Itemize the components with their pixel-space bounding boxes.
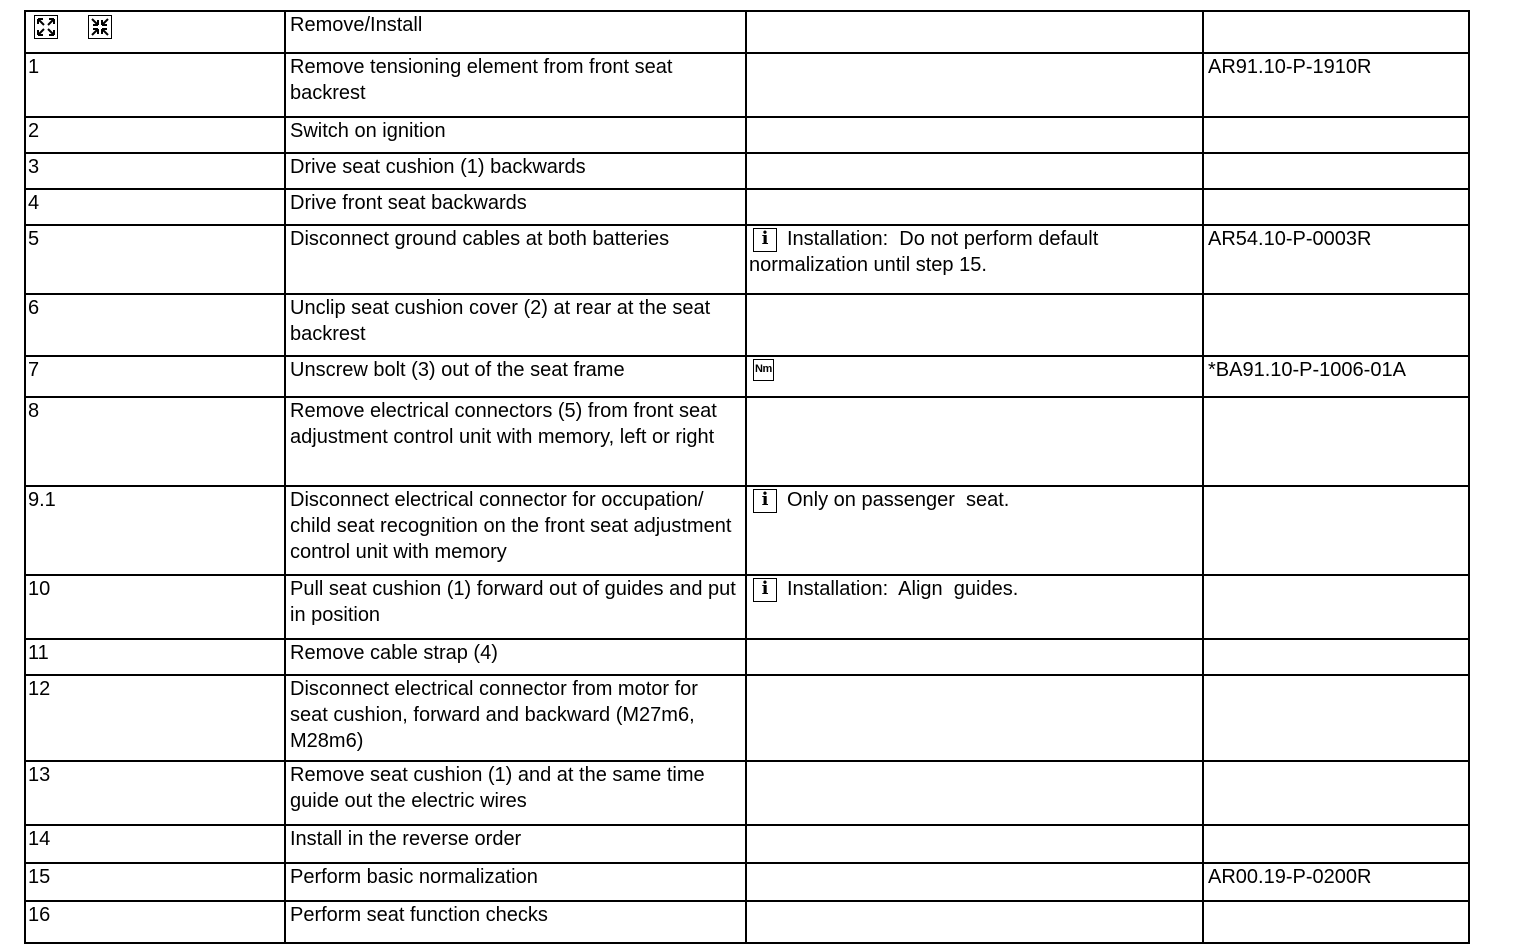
- header-row: [25, 11, 1469, 53]
- step-row: [25, 53, 1469, 117]
- step-reference-link: [1203, 761, 1469, 825]
- step-note: [746, 575, 1203, 639]
- step-note: [746, 486, 1203, 575]
- step-reference-link: [1203, 825, 1469, 863]
- step-action: Drive seat cushion (1) backwards: [285, 153, 746, 189]
- step-reference-link: [1203, 639, 1469, 675]
- step-note: [746, 153, 1203, 189]
- procedure-table: [24, 10, 1470, 944]
- step-action: Switch on ignition: [285, 117, 746, 153]
- note-text: Only on passenger seat.: [787, 489, 1010, 511]
- step-note: [746, 397, 1203, 486]
- step-row: [25, 761, 1469, 825]
- step-number: 5: [25, 225, 285, 294]
- step-reference-link: [1203, 675, 1469, 761]
- step-row: [25, 397, 1469, 486]
- step-number: 8: [25, 397, 285, 486]
- step-action: Disconnect ground cables at both batteries: [285, 225, 746, 294]
- step-note: [746, 675, 1203, 761]
- step-reference-link: [1203, 901, 1469, 943]
- step-row: [25, 294, 1469, 356]
- step-note: [746, 189, 1203, 225]
- step-action: Remove electrical connectors (5) from front seat adjustment control unit with memory, left or right: [285, 397, 746, 486]
- step-row: [25, 153, 1469, 189]
- step-reference-link: [1203, 153, 1469, 189]
- step-action: Remove cable strap (4): [285, 639, 746, 675]
- step-action: Remove seat cushion (1) and at the same time guide out the electric wires: [285, 761, 746, 825]
- step-row: [25, 356, 1469, 397]
- header-icons-cell: [25, 11, 285, 53]
- step-action: Unscrew bolt (3) out of the seat frame: [285, 356, 746, 397]
- step-number: 3: [25, 153, 285, 189]
- step-number: 11: [25, 639, 285, 675]
- step-row: [25, 225, 1469, 294]
- step-number: 6: [25, 294, 285, 356]
- step-number: 15: [25, 863, 285, 901]
- expand-all-icon[interactable]: [34, 15, 58, 39]
- step-action: Perform seat function checks: [285, 901, 746, 943]
- header-ref-cell: [1203, 11, 1469, 53]
- step-number: 16: [25, 901, 285, 943]
- note-text: Installation: Align guides.: [787, 578, 1019, 600]
- info-icon[interactable]: i: [753, 489, 777, 513]
- step-note: [746, 825, 1203, 863]
- step-row: [25, 901, 1469, 943]
- step-row: [25, 639, 1469, 675]
- step-note: [746, 761, 1203, 825]
- step-number: 14: [25, 825, 285, 863]
- step-number: 10: [25, 575, 285, 639]
- step-note: [746, 356, 1203, 397]
- step-action: Install in the reverse order: [285, 825, 746, 863]
- step-row: [25, 117, 1469, 153]
- step-note: [746, 117, 1203, 153]
- info-icon[interactable]: i: [753, 578, 777, 602]
- step-number: 1: [25, 53, 285, 117]
- step-reference-link[interactable]: AR54.10-P-0003R: [1203, 225, 1469, 294]
- step-reference-link: [1203, 294, 1469, 356]
- step-reference-link[interactable]: AR00.19-P-0200R: [1203, 863, 1469, 901]
- step-number: 13: [25, 761, 285, 825]
- step-row: [25, 575, 1469, 639]
- step-action: Remove tensioning element from front seat backrest: [285, 53, 746, 117]
- step-reference-link: [1203, 397, 1469, 486]
- step-action: Pull seat cushion (1) forward out of guides and put in position: [285, 575, 746, 639]
- step-action: Disconnect electrical connector for occupation/ child seat recognition on the front seat adjustment control unit with memory: [285, 486, 746, 575]
- collapse-all-icon[interactable]: [88, 15, 112, 39]
- step-row: [25, 189, 1469, 225]
- step-reference-link: [1203, 575, 1469, 639]
- step-action: Disconnect electrical connector from motor for seat cushion, forward and backward (M27m6, M28m6): [285, 675, 746, 761]
- step-note: [746, 863, 1203, 901]
- step-note: [746, 294, 1203, 356]
- step-action: Unclip seat cushion cover (2) at rear at the seat backrest: [285, 294, 746, 356]
- step-reference-link[interactable]: AR91.10-P-1910R: [1203, 53, 1469, 117]
- step-reference-link: [1203, 117, 1469, 153]
- step-note: [746, 53, 1203, 117]
- step-row: [25, 675, 1469, 761]
- header-note-cell: [746, 11, 1203, 53]
- step-reference-link[interactable]: *BA91.10-P-1006-01A: [1203, 356, 1469, 397]
- torque-nm-icon[interactable]: Nm: [753, 359, 774, 381]
- step-number: 9.1: [25, 486, 285, 575]
- info-icon[interactable]: i: [753, 228, 777, 252]
- step-reference-link: [1203, 486, 1469, 575]
- step-note: [746, 901, 1203, 943]
- step-row: [25, 863, 1469, 901]
- step-note: [746, 225, 1203, 294]
- step-number: 12: [25, 675, 285, 761]
- step-number: 7: [25, 356, 285, 397]
- note-text: Installation: Do not perform default normalization until step 15.: [749, 228, 1104, 276]
- step-note: [746, 639, 1203, 675]
- step-row: [25, 486, 1469, 575]
- step-reference-link: [1203, 189, 1469, 225]
- step-row: [25, 825, 1469, 863]
- step-action: Drive front seat backwards: [285, 189, 746, 225]
- header-title: Remove/Install: [285, 11, 746, 53]
- step-number: 4: [25, 189, 285, 225]
- step-action: Perform basic normalization: [285, 863, 746, 901]
- step-number: 2: [25, 117, 285, 153]
